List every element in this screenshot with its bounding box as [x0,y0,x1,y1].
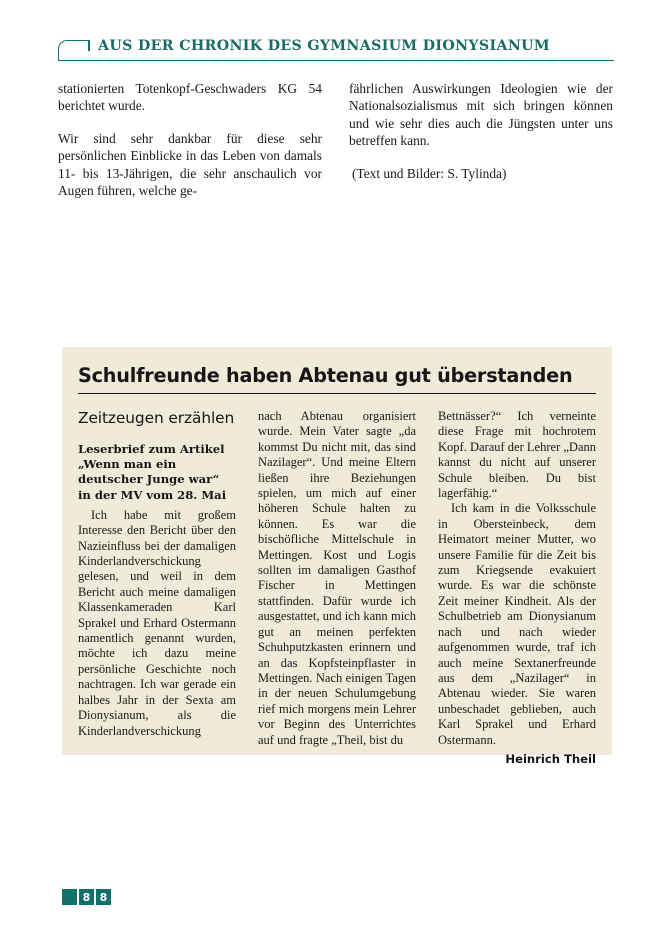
intro-right-column [349,80,613,199]
article-columns [78,409,596,778]
article-box [62,347,612,766]
intro-paragraph-conclusion: fährlichen Auswirkungen Ideologien wie der Nationalsozialismus mit sich bringen können und wie sehr dies auch die Jüngsten unter uns betreffen kann. [349,81,613,149]
article-column-2 [258,409,416,778]
page-header [58,38,614,72]
header-divider [58,60,614,61]
article-body-column-3-part-2: Ich kam in die Volksschule in Obersteinbeck, dem Heimatort meiner Mutter, wo unsere Familie für die Zeit bis zum Kriegsende evakuiert wurde. Es war die schönste Zeit meiner Kindheit. Als der Schulbetrieb am Dionysianum nach und nach wieder aufgenommen wurde, traf ich auch meine Sextanerfreunde aus dem „Nazilager“ in Abtenau wieder. Sie waren unbeschadet geblieben, auch Karl Sprakel und Erhard Ostermann. [438,501,596,747]
article-byline: Heinrich Theil [505,751,596,766]
page-number-block-decoration [62,889,77,905]
article-column-1 [78,409,236,778]
article-body-column-2: nach Abtenau organisiert wurde. Mein Vater sagte „da kommst Du nicht mit, das sind Nazilager“. Und meine Eltern ließen ihre Beziehungen spielen, um mich auf einer höheren Schule halten zu können. Es war die bischöfliche Mittelschule in Mettingen. Kost und Logis sollten im damaligen Gasthof Fischer in Mettingen stattfinden. Dafür wurde ich ausgestattet, und ich kann mich gut an meinen perfekten Schuhputzkasten erinnern und an das Kopfsteinpflaster in Mettingen. Nach einigen Tagen in der neuen Schulumgebung rief mich morgens mein Lehrer vor Beginn des Unterrichtes auf und fragte „Theil, bist du [258,409,416,747]
page-number-digit-2: 8 [96,889,111,905]
header-bracket-decoration [58,40,89,61]
header-bracket-tick-icon [88,40,90,51]
article-headline: Schulfreunde haben Abtenau gut überstanden [78,364,596,394]
intro-credit-line: (Text und Bilder: S. Tylinda) [352,165,507,181]
page-title: AUS DER CHRONIK DES GYMNASIUM DIONYSIANUM [98,38,550,54]
intro-paragraph-thanks: Wir sind sehr dankbar für diese sehr persönlichen Einblicke in das Leben von damals 11- bis 13-Jährigen, die sehr anschaulich vor Augen führen, welche ge- [58,130,322,199]
article-lead: Leserbrief zum Artikel „Wenn man ein deutscher Junge war“ in der MV vom 28. Mai [78,442,227,502]
article-subhead: Zeitzeugen erzählen [78,409,235,427]
page-number-digit-1: 8 [79,889,94,905]
article-body-column-3-part-1: Bettnässer?“ Ich verneinte diese Frage mit hochrotem Kopf. Darauf der Lehrer „Dann kannst du nicht auf unserer Schule bleiben. Du bist lagerfähig.“ [438,409,596,501]
article-body-column-1: Ich habe mit großem Interesse den Bericht über den Nazieinfluss bei der damaligen Kinderlandverschickung gelesen, und weil in dem Bericht auch meine damaligen Klassenkameraden Karl Sprakel und Erhard Ostermann namentlich genannt wurden, möchte ich dazu meine persönliche Geschichte noch nachtragen. Ich war gerade ein halbes Jahr in der Sexta am Dionysianum, als die Kinderlandverschickung [78,507,236,738]
intro-left-column [58,80,322,199]
article-column-3 [438,409,596,778]
intro-section [58,80,614,199]
intro-paragraph-continuation: stationierten Totenkopf-Geschwaders KG 54 berichtet wurde. [58,81,322,114]
page-number-footer [62,889,111,905]
